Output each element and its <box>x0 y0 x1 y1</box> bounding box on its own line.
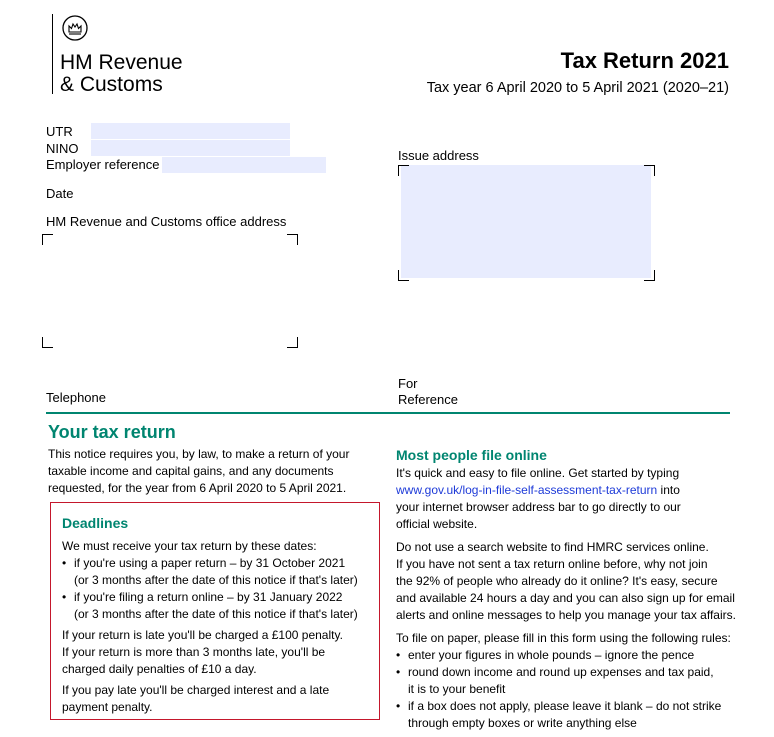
date-label: Date <box>46 186 74 201</box>
hmrc-logo <box>60 52 183 96</box>
file-online-heading: Most people file online <box>396 447 547 463</box>
utr-field[interactable] <box>91 123 290 139</box>
list-item: • round down income and round up expenses and tax paid, it is to your benefit <box>396 664 736 698</box>
deadlines-intro: We must receive your tax return by these dates: <box>62 539 317 553</box>
issue-address-label: Issue address <box>398 148 479 163</box>
your-tax-return-heading: Your tax return <box>48 422 176 442</box>
late-penalty-text: If your return is late you'll be charged a £100 penalty. <box>62 628 343 642</box>
nino-label: NINO <box>46 141 79 156</box>
deadlines-box <box>50 502 380 720</box>
corner-mark <box>644 270 655 281</box>
corner-mark <box>287 234 298 245</box>
office-address-label: HM Revenue and Customs office address <box>46 214 287 229</box>
body-line: This notice requires you, by law, to make a return of your <box>48 447 350 461</box>
list-item: • if a box does not apply, please leave it blank – do not strike through empty boxes or write anything else <box>396 698 736 732</box>
list-item: • if you're using a paper return – by 31 October 2021 (or 3 months after the date of this notice if that's later) <box>62 555 377 589</box>
corner-mark <box>398 270 409 281</box>
interest-text: If you pay late you'll be charged interest and a late payment penalty. <box>62 683 330 714</box>
crown-crest-icon <box>62 15 88 41</box>
for-label: For <box>398 376 418 391</box>
daily-penalty-text: If your return is more than 3 months late, you'll be charged daily penalties of £10 a day. <box>62 645 326 676</box>
corner-mark <box>42 337 53 348</box>
issue-address-field[interactable] <box>401 165 651 278</box>
nino-field[interactable] <box>91 140 290 156</box>
corner-mark <box>644 165 655 176</box>
section-divider <box>46 412 730 414</box>
employer-reference-label: Employer reference <box>46 157 160 172</box>
paper-rules-list <box>396 647 736 732</box>
file-online-body: It's quick and easy to file online. Get started by typing www.gov.uk/log-in-file-self-assessment-tax-return into your internet browser address bar to go directly to our official website. Do not use a search website to find HMRC services online. If you have not sent a tax return online before, why not join the 92% of people who already do it online? It's easy, secure and available 24 hours a day and you can also sign up for email alerts and online messages to help you manage your tax affairs. To file on paper, please fill in this form using the following rules: • enter your figures in whole pounds – ignore the pence • round down income and round up expenses and tax paid, it is to your benefit • if a box does not apply, please leave it blank – do not strike through empty boxes or write anything else <box>396 465 736 732</box>
body-line: taxable income and capital gains, and any documents <box>48 464 334 478</box>
tax-year: Tax year 6 April 2020 to 5 April 2021 (2020–21) <box>426 80 729 96</box>
list-item: • enter your figures in whole pounds – ignore the pence <box>396 647 736 664</box>
corner-mark <box>42 234 53 245</box>
deadlines-list <box>62 555 377 623</box>
corner-mark <box>398 165 409 176</box>
logo-line-2: & Customs <box>60 73 163 96</box>
reference-label: Reference <box>398 392 458 407</box>
paper-intro: To file on paper, please fill in this form using the following rules: <box>396 631 731 645</box>
logo-line-1: HM Revenue <box>60 51 183 74</box>
employer-reference-field[interactable] <box>162 157 326 173</box>
deadlines-heading: Deadlines <box>62 515 129 531</box>
body-line: requested, for the year from 6 April 2020 to 5 April 2021. <box>48 481 347 495</box>
gov-uk-link[interactable]: www.gov.uk/log-in-file-self-assessment-tax-return <box>396 483 658 497</box>
utr-label: UTR <box>46 124 73 139</box>
telephone-label: Telephone <box>46 390 106 405</box>
page-title: Tax Return 2021 <box>560 48 729 73</box>
search-paragraph: Do not use a search website to find HMRC services online. If you have not sent a tax return online before, why not join the 92% of people who already do it online? It's easy, secure and available 24 hours a day and you can also sign up for email alerts and online messages to help you manage your tax affairs. <box>396 540 736 622</box>
list-item: • if you're filing a return online – by 31 January 2022 (or 3 months after the date of this notice if that's later) <box>62 589 377 623</box>
your-tax-return-body <box>48 446 378 497</box>
corner-mark <box>287 337 298 348</box>
logo-divider <box>52 14 53 94</box>
